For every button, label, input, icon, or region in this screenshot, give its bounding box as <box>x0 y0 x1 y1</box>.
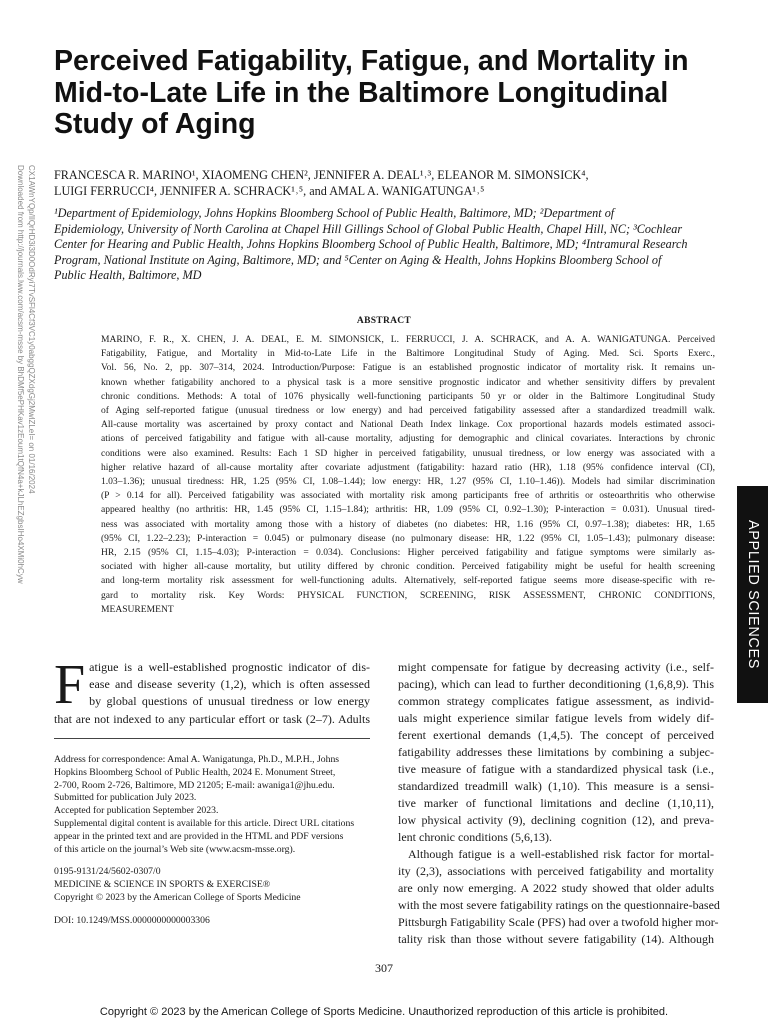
body-line: common strategy complicates fatigue assessment, as individ- <box>398 694 714 708</box>
abstract-line: MARINO, F. R., X. CHEN, J. A. DEAL, E. M. SIMONSICK, L. FERRUCCI, J. A. SCHRACK, and A. A. WANIGATUNGA. Perceived <box>101 334 715 345</box>
affiliation-line: Epidemiology, University of North Carolina at Chapel Hill Gillings School of Global Public Health, Chapel Hill, NC; ³Cochlear <box>54 221 683 236</box>
body-line: lent chronic conditions (5,6,13). <box>398 830 552 844</box>
publication-line: 0195-9131/24/5602-0307/0 <box>54 866 161 878</box>
body-line: ferent exertional demands (1,4,5). The concept of perceived <box>398 728 714 742</box>
correspondence-line: Hopkins Bloomberg School of Public Health, 2024 E. Monument Street, <box>54 766 336 778</box>
abstract-line: conditions were also examined. Results: Each 1 SD higher in perceived fatigability, unusual tiredness, or low energy was associated with a <box>101 447 715 459</box>
title-line: Study of Aging <box>54 108 256 140</box>
body-line: uals might experience similar fatigue levels from widely dif- <box>398 711 714 725</box>
section-badge <box>737 486 768 703</box>
body-line: tive marker of functional limitations and decline (1,10,11), <box>398 796 714 810</box>
abstract-line: gard to mortality risk. Key Words: PHYSICAL FUNCTION, SCREENING, RISK ASSESSMENT, CHRONIC CONDITIONS, <box>101 589 715 601</box>
abstract-line: (P > 0.14 for all). Perceived fatigability was associated with mortality risk among participants free of arthritis or osteoarthritis who otherwise <box>101 490 715 502</box>
affiliation-line: ¹Department of Epidemiology, Johns Hopkins Bloomberg School of Public Health, Baltimore, MD; ²Department of <box>54 206 615 220</box>
body-line: might compensate for fatigue by decreasing activity (i.e., self- <box>398 660 714 674</box>
abstract-line: MEASUREMENT <box>101 603 174 615</box>
download-watermark <box>15 165 51 620</box>
abstract-line: of Aging self-reported fatigue (unusual tiredness or low energy) and had perceived fatigability assessed after a standardized treadmill walk. <box>101 405 715 417</box>
correspondence-line: Submitted for publication July 2023. <box>54 792 197 804</box>
abstract-line: chronic conditions. Methods: A total of 1076 physically well-functioning participants 50 yr or older in the Baltimore Longitudinal Study <box>101 390 715 402</box>
abstract-heading: ABSTRACT <box>356 316 412 326</box>
download-watermark-line: Downloaded from http://journals.lww.com/acsm-msse by BhDMf5ePHKav1zEoum1tQfN4a+kJLhEZgbsIHo4XMi0hCyw <box>16 165 25 584</box>
abstract-line: ations of perceived fatigability and fatigue with all-cause mortality, adjusting for demographic and clinical covariates. Interactions by chronic <box>101 433 715 445</box>
abstract-line: Vol. 56, No. 2, pp. 307–314, 2024. Introduction/Purpose: Fatigue is an established prognostic indicator of mortality risk. It remains un- <box>101 362 715 374</box>
abstract-line: sociated with higher all-cause mortality, but utility differed by chronic condition. Perceived fatigability might be useful for health screening <box>101 561 715 573</box>
correspondence-line: Supplemental digital content is available for this article. Direct URL citations <box>54 817 355 829</box>
body-line: ease and disease severity (1,2), which is often assessed <box>89 677 370 691</box>
affiliation-line: Center for Hearing and Public Health, Johns Hopkins Bloomberg School of Public Health, Baltimore, MD; ⁴Intramural Research <box>54 237 688 251</box>
article-title <box>54 46 734 141</box>
body-line: fatigability addresses these limitations by combining a subjec- <box>398 745 714 759</box>
page-number: 307 <box>375 961 393 975</box>
abstract-line: 1.03–1.36); unusual tiredness: HR, 1.25 (95% CI, 1.08–1.44); low energy: HR, 1.27 (95% CI, 1.10–1.46)). Models had similar discrimination <box>101 476 715 488</box>
body-line: pacing), which can lead to further deconditioning (1,6,8,9). This <box>398 677 714 691</box>
abstract-line: and long-term mortality risk assessment for well-functioning adults. Alternatively, self-reported fatigue seems more disease-specific with re- <box>101 575 715 587</box>
body-line: Pittsburgh Fatigability Scale (PFS) had over a twofold higher mor- <box>398 915 719 929</box>
abstract-line: known whether fatigability anchored to a physical task is a more sensitive prognostic indicator and whether sensitivity differs by prevalent <box>101 376 715 388</box>
correspondence-line: appear in the printed text and are provided in the HTML and PDF versions <box>54 830 344 842</box>
affiliation-line: Public Health, Baltimore, MD <box>54 268 202 282</box>
abstract-line: Fatigability, Fatigue, and Mortality in Mid-to-Late Life in the Baltimore Longitudinal Study of Aging. Med. Sci. Sports Exerc., <box>101 348 715 360</box>
body-line: that are not indexed to any particular effort or task (2–7). Adults <box>54 712 370 726</box>
article-notes <box>54 754 370 928</box>
affiliation-line: Program, National Institute on Aging, Baltimore, MD; and ⁵Center on Aging & Health, Johns Hopkins Bloomberg School of <box>54 252 662 267</box>
abstract-line: ness was associated with mortality among those with a history of diabetes (no diabetes: HR, 1.16 (95% CI, 0.97–1.38); diabetes: HR, 1.65 <box>101 518 715 530</box>
abstract-line: higher relative hazard of all-cause mortality after covariate adjustment (fatigability: hazard ratio (HR), 1.18 (95% confidence interval (CI), <box>101 461 715 473</box>
author-line: LUIGI FERRUCCI⁴, JENNIFER A. SCHRACK¹˒⁵, and AMAL A. WANIGATUNGA¹˒⁵ <box>54 183 485 198</box>
section-badge-label: APPLIED SCIENCES <box>745 519 761 669</box>
abstract-line: HR, 2.15 (95% CI, 1.15–4.03); P-interaction = 0.034). Conclusions: Higher perceived fatigability and fatigue symptoms were similarly as- <box>101 547 715 559</box>
body-line: are only now emerging. A 2022 study showed that older adults <box>398 881 714 895</box>
body-line: with the most severe fatigability ratings on the questionnaire-based <box>398 898 720 912</box>
title-line: Mid-to-Late Life in the Baltimore Longitudinal <box>54 76 669 109</box>
drop-cap: F <box>54 654 86 716</box>
correspondence-line: Accepted for publication September 2023. <box>54 805 219 817</box>
body-line: low physical activity (9), declining cognition (12), and preva- <box>398 813 714 827</box>
abstract-line: appeared healthy (no arthritis: HR, 1.45 (95% CI, 1.15–1.84); arthritis: HR, 1.09 (95% CI, 0.92–1.30); P-interaction = 0.031). Unusual tired- <box>101 504 715 516</box>
body-left-column <box>54 654 370 728</box>
body-line: atigue is a well-established prognostic indicator of dis- <box>89 660 370 674</box>
body-right-column <box>398 659 720 948</box>
author-line: FRANCESCA R. MARINO¹, XIAOMENG CHEN², JENNIFER A. DEAL¹˒³, ELEANOR M. SIMONSICK⁴, <box>54 168 589 182</box>
affiliations <box>54 206 714 284</box>
publication-line: MEDICINE & SCIENCE IN SPORTS & EXERCISE® <box>54 879 271 891</box>
author-list <box>54 168 674 199</box>
body-line: standardized treadmill walk) (1,10). This measure is a sensi- <box>398 779 714 793</box>
abstract-body <box>101 333 715 617</box>
publication-line: Copyright © 2023 by the American College of Sports Medicine <box>54 891 301 903</box>
correspondence-line: 2-700, Room 2-726, Baltimore, MD 21205; E-mail: awaniga1@jhu.edu. <box>54 779 335 791</box>
body-line: ity (2,3), associations with perceived fatigability and mortality <box>398 864 714 878</box>
body-line: tality risk than those without severe fatigability (14). Although <box>398 932 714 946</box>
doi-link[interactable]: DOI: 10.1249/MSS.0000000000003306 <box>54 914 210 926</box>
download-watermark-line: CX1AWnYQp/IlQrHD3i3D0OdRyi7TvSFl4Cf3VC1y0abggQZXdgGj2MwlZLeI= on 01/16/2024 <box>27 165 36 494</box>
footnote-divider <box>54 738 370 739</box>
copyright-footer: Copyright © 2023 by the American College of Sports Medicine. Unauthorized reproduction of this article is prohibited. <box>99 1006 669 1018</box>
title-line: Perceived Fatigability, Fatigue, and Mortality in <box>54 45 689 77</box>
body-line: Although fatigue is a well-established risk factor for mortal- <box>408 847 714 861</box>
correspondence-line: Address for correspondence: Amal A. Wanigatunga, Ph.D., M.P.H., Johns <box>54 754 340 765</box>
abstract-line: (95% CI, 1.22–2.23); P-interaction = 0.045) or pulmonary disease (no pulmonary disease: HR, 1.22 (95% CI, 1.05–1.43); pulmonary disease: <box>101 532 715 544</box>
body-line: tive measure of fatigue with a standardized physical task (i.e., <box>398 762 714 776</box>
abstract-line: All-cause mortality was ascertained by proxy contact and National Death Index linkage. Cox proportional hazards models estimated associ- <box>101 419 715 431</box>
body-line: by global questions of unusual tiredness or low energy <box>89 694 370 708</box>
correspondence-line: of this article on the journal’s Web site (www.acsm-msse.org). <box>54 843 296 855</box>
